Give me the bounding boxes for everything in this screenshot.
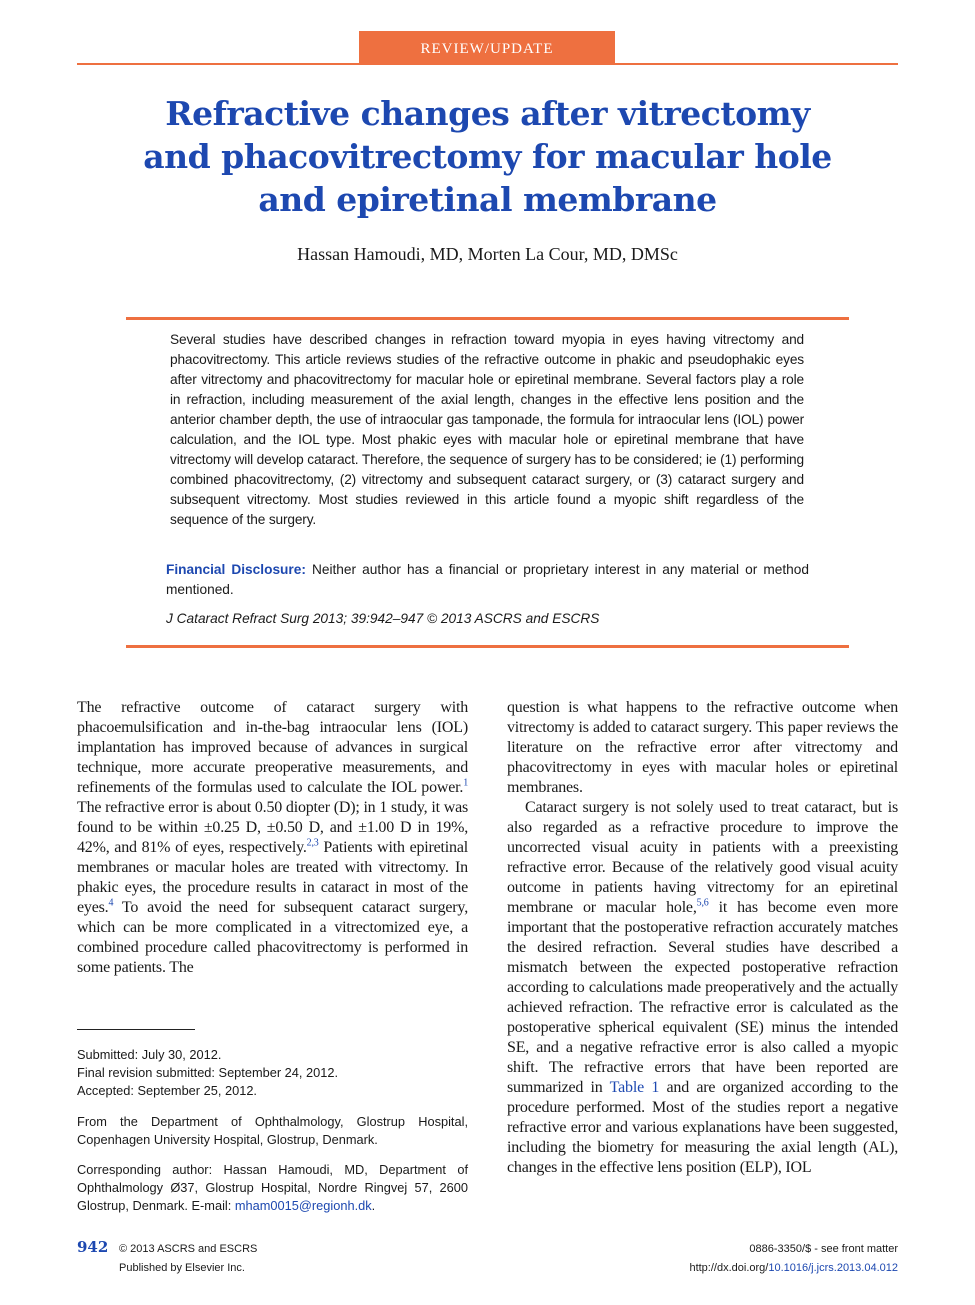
corresponding-end: . [371,1198,376,1213]
title-line: and phacovitrectomy for macular hole [143,137,832,176]
journal-citation: J Cataract Refract Surg 2013; 39:942–947 © 2013 ASCRS and ESCRS [166,611,600,626]
email-link[interactable]: mham0015@regionh.dk [234,1198,372,1213]
footer-issn: 0886-3350/$ - see front matter [749,1243,898,1255]
page-number: 942 [77,1238,109,1256]
reference-link[interactable]: 5,6 [696,897,709,909]
body-text: Cataract surgery is not solely used to treat cataract, but is also regarded as a refractive procedure to improve the uncorrected visual acuity in patients with a preexisting refractive error. Because of the relatively good visual acuity outcome in patients having vitrectomy for an epiretinal membrane or macular hole, [507,799,898,916]
article-title [90,92,885,221]
reference-link[interactable]: 4 [108,897,114,909]
title-line: Refractive changes after vitrectomy [165,94,810,133]
submitted-date: Submitted: July 30, 2012. [77,1047,222,1062]
abstract-bottom-rule [126,645,849,648]
accepted-date: Accepted: September 25, 2012. [77,1083,257,1098]
abstract-top-rule [126,317,849,320]
body-text: To avoid the need for subsequent cataract surgery, which can be more complicated in a vitrectomized eye, a combined procedure called phacovitrectomy is performed in some patients. The [77,899,468,976]
body-text: Patients with epiretinal membranes or macular holes are treated with vitrectomy. In phakic eyes, the procedure results in cataract in most of the eyes. [77,839,468,916]
revision-date: Final revision submitted: September 24, 2012. [77,1065,339,1080]
doi-link[interactable]: 10.1016/j.jcrs.2013.04.012 [768,1262,898,1274]
body-text: The refractive outcome of cataract surgery with phacoemulsification and in-the-bag intraocular lens (IOL) implantation has improved because of advances in surgical technique, more accurate preoperative measurements, and refinements of the formulas used to calculate the IOL power. [77,699,468,796]
doi-prefix: http://dx.doi.org/ [689,1262,769,1274]
reference-link[interactable]: 1 [463,777,468,789]
body-paragraph [77,698,468,978]
disclosure-text: Neither author has a financial or proprietary interest in any material or method mentioned. [166,562,809,597]
footer-publisher: Published by Elsevier Inc. [119,1262,245,1274]
section-tab: REVIEW/UPDATE [359,31,615,65]
left-column [77,698,468,978]
footer-doi [689,1259,898,1277]
disclosure-label: Financial Disclosure: [166,562,306,577]
submission-dates [77,1046,468,1100]
body-text: and are organized according to the procedure performed. Most of the studies report a negative refractive error and various explanations have been suggested, including the biometry for measuring the axial length (AL), changes in the effective lens position (ELP), IOL [507,1079,898,1176]
right-column [507,698,898,1178]
body-paragraph: question is what happens to the refractive outcome when vitrectomy is added to cataract surgery. This paper reviews the literature on the refractive error after vitrectomy and phacovitrectomy in eyes with macular holes or epiretinal membranes. [507,699,898,796]
body-paragraph [507,798,898,1178]
corresponding-author [77,1161,468,1215]
body-text: it has become even more important that the postoperative refraction accurately matches the desired refraction. Several studies have described a mismatch between the expected postoperative refraction according to calculations made preoperatively and the actually achieved refraction. The refractive error is calculated as the postoperative spherical equivalent (SE) minus the intended SE, and a negative refractive error is also called a myopic shift. The refractive errors that have been reported are summarized in [507,899,898,1096]
corresponding-text: Corresponding author: Hassan Hamoudi, MD, Department of Ophthalmology Ø37, Glostrup Hospital, Nordre Ringvej 57, 2600 Glostrup, Denmark. E-mail: [77,1162,468,1213]
reference-link[interactable]: 2,3 [306,837,319,849]
table-link[interactable]: Table 1 [609,1079,660,1096]
body-text: The refractive error is about 0.50 diopter (D); in 1 study, it was found to be within ±0.25 D, ±0.50 D, and ±1.00 D in 19%, 42%, and 81% of eyes, respectively. [77,799,468,856]
footer-copyright: © 2013 ASCRS and ESCRS [119,1243,258,1255]
header-rule [77,63,898,65]
abstract-text: Several studies have described changes in refraction toward myopia in eyes having vitrectomy and phacovitrectomy. This article reviews studies of the refractive outcome in phakic and pseudophakic eyes after vitrectomy and phacovitrectomy for macular hole or epiretinal membrane. Several factors play a role in refraction, including measurement of the axial length, changes in the effective lens position and the anterior chamber depth, the use of intraocular gas tamponade, the formula for intraocular lens (IOL) power calculation, and the IOL type. Most phakic eyes with macular hole or epiretinal membrane that have vitrectomy will develop cataract. Therefore, the sequence of surgery has to be considered; ie (1) performing combined phacovitrectomy, (2) vitrectomy and subsequent cataract surgery, or (3) cataract surgery and subsequent vitrectomy. Most studies reviewed in this article found a myopic shift regardless of the sequence of the surgery. [170,332,804,527]
affiliation-note: From the Department of Ophthalmology, Glostrup Hospital, Copenhagen University Hospital, Glostrup, Denmark. [77,1114,468,1147]
footnote-rule [77,1029,195,1030]
financial-disclosure [166,560,809,600]
author-list: Hassan Hamoudi, MD, Morten La Cour, MD, DMSc [297,244,678,264]
title-line: and epiretinal membrane [258,180,717,219]
